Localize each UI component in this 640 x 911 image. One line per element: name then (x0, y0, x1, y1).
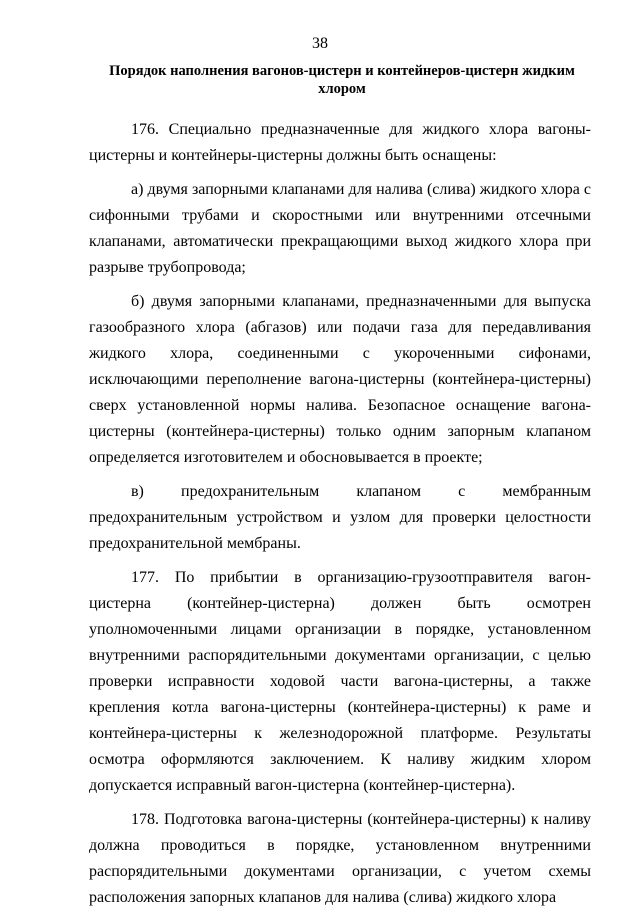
paragraph-176: 176. Специально предназначенные для жидкого хлора вагоны-цистерны и контейнеры-цистерны должны быть оснащены: (89, 121, 591, 164)
page-number: 38 (312, 35, 328, 52)
document-body (89, 117, 591, 911)
paragraph-176-b: б) двумя запорными клапанами, предназначенными для выпуска газообразного хлора (абгазов) или подачи газа для передавливания жидкого хлора, соединенными с укороченными сифонами, исключающими переполнение вагона-цистерны (контейнера-цистерны) сверх установленной нормы налива. Безопасное оснащение вагона-цистерны (контейнера-цистерны) только одним запорным клапаном определяется изготовителем и обосновывается в проекте; (89, 293, 591, 466)
paragraph-177: 177. По прибытии в организацию-грузоотправителя вагон-цистерна (контейнер-цистерна) должен быть осмотрен уполномоченными лицами организации в порядке, установленном внутренними распорядительными документами организации, с целью проверки исправности ходовой части вагона-цистерны, а также крепления котла вагона-цистерны (контейнера-цистерны) к раме и контейнера-цистерны к железнодорожной платформе. Результаты осмотра оформляются заключением. К наливу жидким хлором допускается исправный вагон-цистерна (контейнер-цистерна). (89, 569, 591, 794)
paragraph-176-a: а) двумя запорными клапанами для налива (слива) жидкого хлора с сифонными трубами и скоростными или внутренними отсечными клапанами, автоматически прекращающими выход жидкого хлора при разрыве трубопровода; (89, 181, 591, 276)
paragraph-178: 178. Подготовка вагона-цистерны (контейнера-цистерны) к наливу должна проводиться в порядке, установленном внутренними распорядительными документами организации, с учетом схемы расположения запорных клапанов для налива (слива) жидкого хлора (89, 811, 591, 906)
section-title: Порядок наполнения вагонов-цистерн и контейнеров-цистерн жидким хлором (109, 63, 575, 97)
paragraph-176-v: в) предохранительным клапаном с мембранным предохранительным устройством и узлом для проверки целостности предохранительной мембраны. (89, 483, 591, 552)
